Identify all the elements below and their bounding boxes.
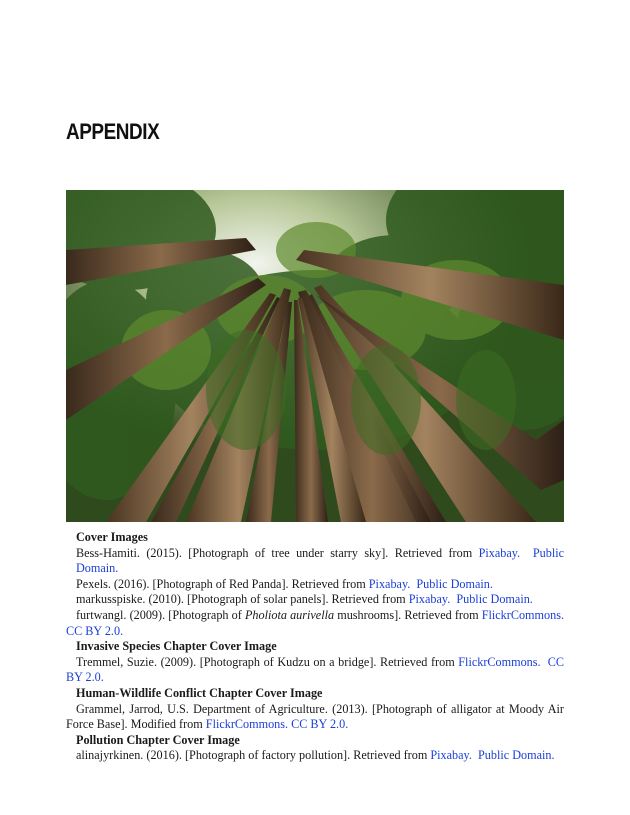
license-link[interactable]: CC BY 2.0. bbox=[291, 717, 349, 732]
license-link[interactable]: Public Domain. bbox=[478, 748, 555, 763]
section-title-pollution: Pollution Chapter Cover Image bbox=[76, 732, 240, 747]
source-link[interactable]: FlickrCommons. bbox=[458, 654, 541, 669]
section-title-wildlife: Human-Wildlife Conflict Chapter Cover Image bbox=[76, 685, 323, 700]
source-link[interactable]: FlickrCommons. bbox=[205, 717, 289, 732]
credit-entry: markusspiske. (2010). [Photograph of solar panels]. Retrieved from Pixabay. Public Domain. bbox=[76, 592, 533, 607]
source-link[interactable]: FlickrCommons. bbox=[481, 607, 564, 622]
credit-entry: Grammel, Jarrod, U.S. Department of Agriculture. (2013). [Photograph of alligator at Moody Air Force Base]. Modified from FlickrCommons. CC BY 2.0. bbox=[66, 701, 564, 732]
license-link[interactable]: CC BY 2.0. bbox=[66, 654, 565, 685]
credit-entry: alinajyrkinen. (2016). [Photograph of factory pollution]. Retrieved from Pixabay. Public Domain. bbox=[76, 748, 555, 763]
image-credits bbox=[66, 530, 564, 764]
license-link[interactable]: Public Domain. bbox=[76, 545, 565, 576]
license-link[interactable]: Public Domain. bbox=[456, 592, 533, 607]
license-link[interactable]: Public Domain. bbox=[416, 576, 493, 591]
license-link[interactable]: CC BY 2.0. bbox=[66, 623, 124, 638]
credit-entry: Bess-Hamiti. (2015). [Photograph of tree under starry sky]. Retrieved from Pixabay. Public Domain. bbox=[76, 545, 565, 576]
credit-entry: furtwangl. (2009). [Photograph of Pholiota aurivella mushrooms]. Retrieved from FlickrCommons. CC BY 2.0. bbox=[66, 607, 564, 638]
source-link[interactable]: Pixabay. bbox=[368, 576, 411, 591]
section-title-cover: Cover Images bbox=[76, 530, 148, 544]
credit-entry: Pexels. (2016). [Photograph of Red Panda]. Retrieved from Pixabay. Public Domain. bbox=[76, 576, 493, 591]
section-title-invasive: Invasive Species Chapter Cover Image bbox=[76, 639, 277, 654]
source-link[interactable]: Pixabay. bbox=[478, 545, 521, 560]
page-title: APPENDIX bbox=[66, 119, 160, 144]
source-link[interactable]: Pixabay. bbox=[408, 592, 451, 607]
forest-canopy-photo bbox=[66, 190, 564, 522]
source-link[interactable]: Pixabay. bbox=[430, 748, 472, 763]
credit-entry: Tremmel, Suzie. (2009). [Photograph of Kudzu on a bridge]. Retrieved from FlickrCommons. CC BY 2.0. bbox=[66, 654, 565, 685]
